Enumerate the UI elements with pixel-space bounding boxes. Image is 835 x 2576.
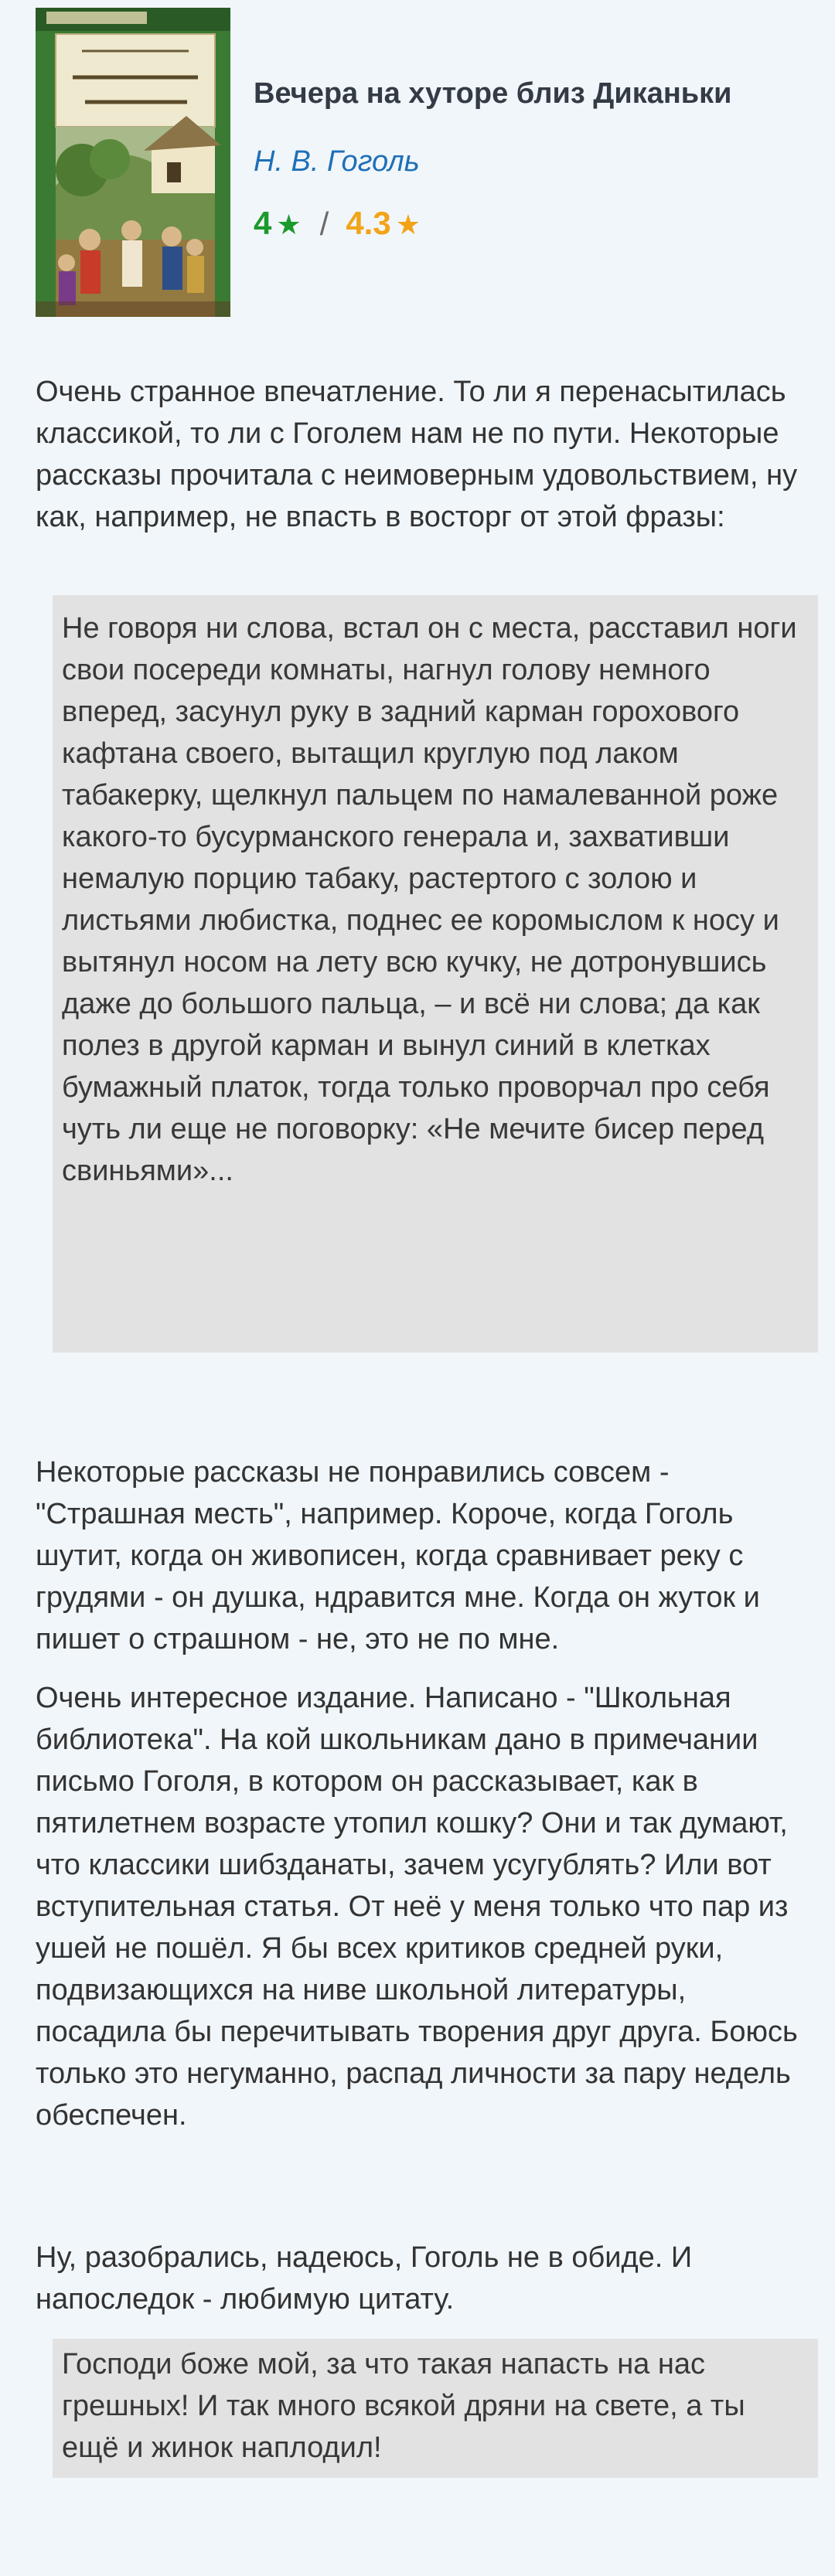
review-quote: Не говоря ни слова, встал он с места, расставил ноги свои посереди комнаты, нагнул голову немного вперед, засунул руку в задний карман горохового кафтана своего, вытащил круглую под лаком табакерку, щелкнул пальцем по намалеванной роже какого-то бусурманского генерала и, захвативши немалую порцию табаку, растертого с золою и листьями любистка, поднес ее коромыслом к носу и вытянул носом на лету всю кучку, не дотронувшись даже до большого пальца, – и всё ни слова; да как полез в другой карман и вынул синий в клетках бумажный платок, тогда только проворчал про себя чуть ли еще не поговорку: «Не мечите бисер перед свиньями»... [53, 595, 818, 1353]
review-paragraph: Очень интересное издание. Написано - "Школьная библиотека". На кой школьникам дано в примечании письмо Гоголя, в котором он рассказывает, как в пятилетнем возрасте утопил кошку? Они и так думают, что классики шибзданаты, зачем усугублять? Или вот вступительная статья. От неё у меня только что пар из ушей не пошёл. Я бы всех критиков средней руки, подвизающихся на ниве школьной литературы, посадила бы перечитывать творения друг друга. Боюсь только это негуманно, распад личности за пару недель обеспечен. [36, 1682, 798, 2132]
star-icon: ★ [395, 209, 421, 240]
review-paragraph: Некоторые рассказы не понравились совсем - "Страшная месть", например. Короче, когда Гоголь шутит, когда он живописен, когда сравнивает реку с грудями - он душка, ндравится мне. Когда он жуток и пишет о страшном - не, это не по мне. [36, 1456, 760, 1656]
review-paragraph: Ну, разобрались, надеюсь, Гоголь не в обиде. И напоследок - любимую цитату. [36, 2241, 693, 2316]
review-paragraph: Очень странное впечатление. То ли я перенасытилась классикой, то ли с Гоголем нам не по пути. Некоторые рассказы прочитала с неимоверным удовольствием, ну как, например, не впасть в восторг от этой фразы: [36, 376, 798, 533]
review-body [36, 371, 799, 2478]
ratings [254, 204, 732, 244]
rating-separator: / [319, 206, 329, 242]
book-title[interactable]: Вечера на хуторе близ Диканьки [254, 77, 732, 110]
average-rating-value: 4.3 [346, 205, 391, 241]
book-cover[interactable] [36, 8, 230, 317]
book-info [254, 8, 732, 244]
star-icon: ★ [276, 209, 302, 240]
average-rating [346, 204, 421, 244]
user-rating-value: 4 [254, 205, 272, 241]
user-rating [254, 204, 302, 244]
book-author-link[interactable]: Н. В. Гоголь [254, 145, 420, 178]
book-cover-illustration [36, 8, 230, 317]
book-header [36, 8, 799, 317]
review-quote: Господи боже мой, за что такая напасть на нас грешных! И так много всякой дряни на свете, а ты ещё и жинок наплодил! [53, 2339, 818, 2478]
